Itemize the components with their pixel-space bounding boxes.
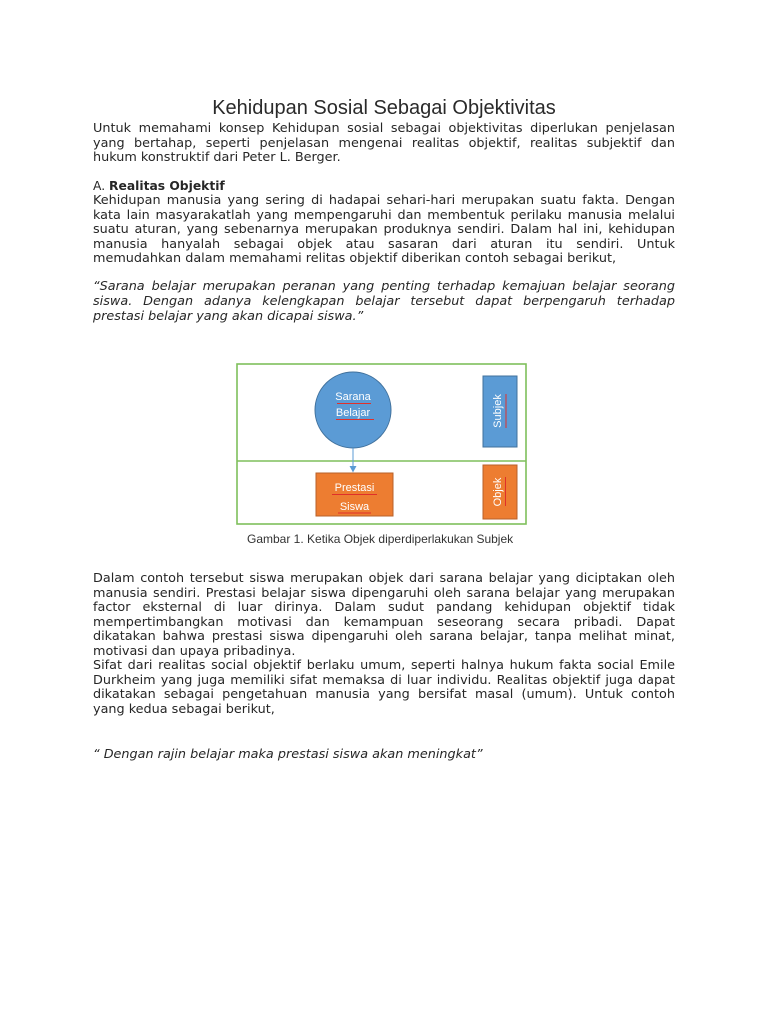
quote-line: “Sarana belajar merupakan peranan yang penting terhadap kemajuan belajar seorang	[93, 279, 675, 294]
explanation-paragraph	[93, 572, 675, 659]
section-number: A.	[93, 179, 106, 193]
paragraph-line: suatu aturan, yang sebenarnya merupakan produknya sendiri. Dalam hal ini, kehidupan	[93, 222, 675, 237]
paragraph-line: memudahkan dalam memahami relitas objektif diberikan contoh sebagai berikut,	[93, 251, 617, 266]
intro-line: Untuk memahami konsep Kehidupan sosial sebagai objektivitas diperlukan penjelasan	[93, 121, 675, 136]
characteristics-paragraph	[93, 659, 675, 717]
quote-line: siswa. Dengan adanya kelengkapan belajar tersebut dapat berpengaruh terhadap	[93, 293, 675, 309]
paragraph-line: factor eksternal di luar dirinya. Dalam sudut pandang kehidupan objektif tidak	[93, 600, 675, 615]
intro-paragraph	[93, 122, 675, 166]
section-heading	[93, 179, 225, 194]
paragraph-line: motivasi dan upaya pribadinya.	[93, 643, 296, 659]
paragraph-line: manusia hanyalah sebagai objek atau sasaran dari aturan itu sendiri. Untuk	[93, 236, 675, 252]
quote-line: prestasi belajar yang akan dicapai siswa.”	[93, 308, 364, 324]
paragraph-line: mempertimbangkan motivasi dan kemampuan seseorang secara pribadi. Dapat	[93, 614, 675, 630]
quote-example-2	[93, 748, 675, 763]
paragraph-line: Durkheim yang juga memiliki sifat memaksa di luar individu. Realitas objektif juga dapat	[93, 672, 675, 688]
paragraph-line: Dalam contoh tersebut siswa merupakan objek dari sarana belajar yang diciptakan oleh	[93, 571, 675, 586]
box-label-line: Prestasi	[334, 482, 375, 494]
paragraph-line: Sifat dari realitas social objektif berlaku umum, seperti halnya hukum fakta social Emile	[93, 658, 675, 673]
paragraph-line: yang kedua sebagai berikut,	[93, 701, 275, 717]
quote-example-1	[93, 280, 675, 324]
paragraph-line: manusia sendiri. Prestasi belajar siswa dipengaruhi oleh sarana belajar yang merupakan	[93, 585, 675, 601]
box-label-line: Siswa	[339, 501, 370, 513]
circle-label-line: Sarana	[335, 391, 371, 403]
section-paragraph	[93, 194, 675, 267]
quote-line: “ Dengan rajin belajar maka prestasi siswa akan meningkat”	[93, 747, 483, 762]
document-title: Kehidupan Sosial Sebagai Objektivitas	[212, 97, 556, 119]
section-title: Realitas Objektif	[109, 179, 225, 193]
subjek-label: Subjek	[492, 394, 504, 428]
paragraph-line: dikatakan sebagai pengetahuan manusia yang bersifat masal (umum). Untuk contoh	[93, 687, 675, 702]
paragraph-line: Kehidupan manusia yang sering di hadapai sehari-hari merupakan suatu fakta. Dengan	[93, 193, 675, 208]
paragraph-line: kata lain masyarakatlah yang mempengaruhi dan membentuk perilaku manusia melalui	[93, 207, 675, 223]
intro-line: hukum konstruktif dari Peter L. Berger.	[93, 150, 341, 165]
paragraph-line: dikatakan bahwa prestasi siswa dipengaruhi oleh sarana belajar, tanpa melihat minat,	[93, 629, 675, 644]
objek-label: Objek	[492, 477, 504, 507]
figure-caption: Gambar 1. Ketika Objek diperdiperlakukan Subjek	[247, 532, 514, 546]
intro-line: yang bertahap, seperti penjelasan mengenai realitas objektif, realitas subjektif dan	[93, 135, 675, 151]
figure-diagram	[236, 363, 528, 526]
circle-label-line: Belajar	[335, 407, 371, 419]
